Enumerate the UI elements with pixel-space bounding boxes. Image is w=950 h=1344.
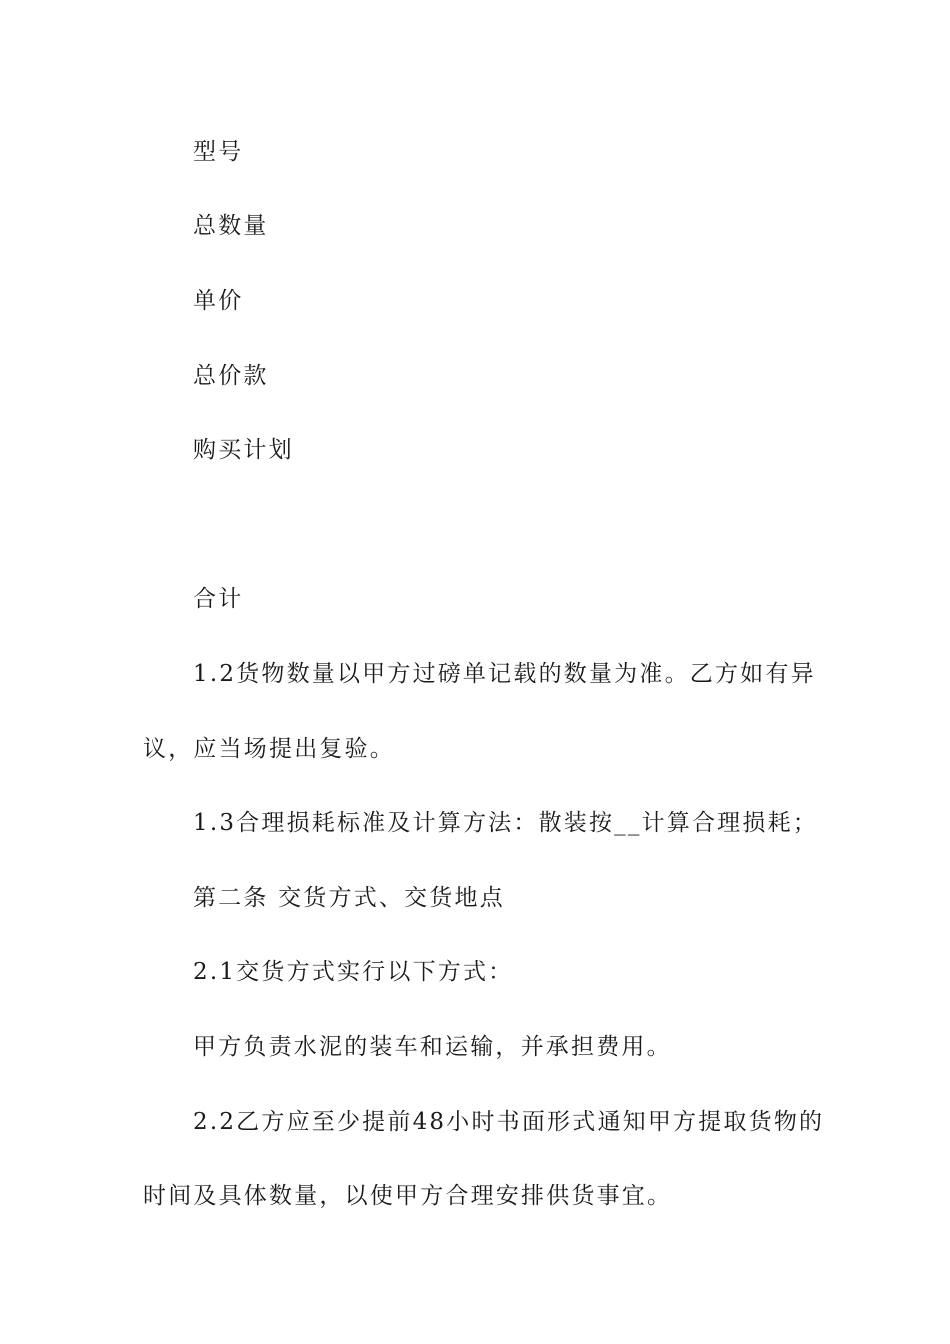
clause-1-2-line-2: 议，应当场提出复验。 [143, 736, 395, 762]
clause-1-2-line-1: 1.2货物数量以甲方过磅单记载的数量为准。乙方如有异 [193, 661, 816, 687]
clause-1-3: 1.3合理损耗标准及计算方法：散装按__计算合理损耗； [193, 810, 818, 836]
clause-2-2-line-2: 时间及具体数量，以使甲方合理安排供货事宜。 [143, 1183, 673, 1209]
clause-2-2-line-1: 2.2乙方应至少提前48小时书面形式通知甲方提取货物的 [193, 1109, 825, 1135]
field-unit-price: 单价 [193, 288, 244, 314]
article-2-heading: 第二条 交货方式、交货地点 [193, 885, 505, 911]
field-total-quantity: 总数量 [193, 213, 269, 239]
clause-2-1-detail: 甲方负责水泥的装车和运输，并承担费用。 [193, 1034, 672, 1060]
field-model: 型号 [193, 139, 244, 165]
field-purchase-plan: 购买计划 [193, 437, 294, 463]
field-total: 合计 [193, 586, 244, 612]
clause-2-1: 2.1交货方式实行以下方式： [193, 959, 514, 985]
field-total-price: 总价款 [193, 363, 269, 389]
